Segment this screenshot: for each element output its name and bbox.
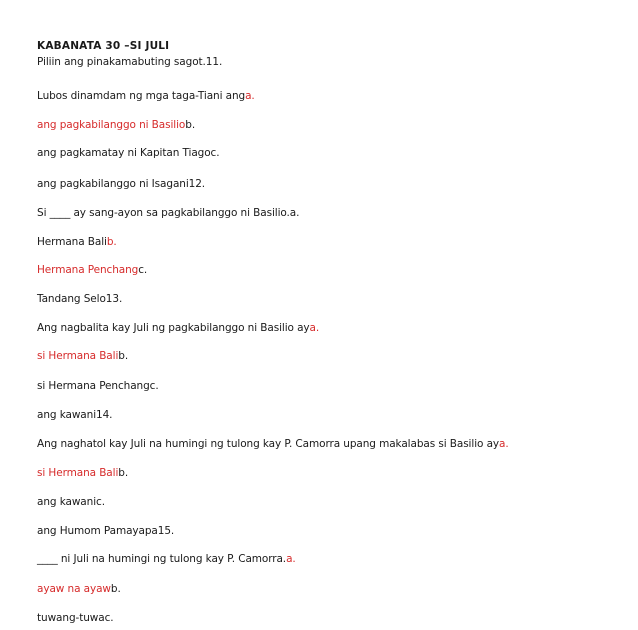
document-line: [37, 380, 630, 393]
line-text: b.: [110, 583, 121, 595]
document-line: [37, 236, 630, 249]
document-line: [37, 438, 630, 451]
line-text: Ang nagbalita kay Juli ng pagkabilanggo ni Basilio ay: [37, 322, 310, 334]
highlighted-answer-text: a.: [286, 553, 296, 565]
document-line: [37, 583, 630, 596]
highlighted-answer-text: a.: [245, 90, 255, 102]
document-line: [37, 409, 630, 422]
line-text: b.: [118, 467, 129, 479]
line-text: b.: [118, 350, 129, 362]
document-line: [37, 496, 630, 509]
document-line: [37, 553, 630, 566]
line-text: ang Humom Pamayapa15.: [37, 525, 175, 537]
line-text: ____ ni Juli na humingi ng tulong kay P. Camorra.: [37, 553, 287, 565]
highlighted-answer-text: Hermana Penchang: [37, 264, 139, 276]
highlighted-answer-text: si Hermana Bali: [37, 350, 119, 362]
document-line: [37, 178, 630, 191]
document-line: [37, 293, 630, 306]
document-line: [37, 264, 630, 277]
line-text: Tandang Selo13.: [37, 293, 123, 305]
document-line: [37, 322, 630, 335]
document-line: [37, 612, 630, 625]
document-line: [37, 119, 630, 132]
line-text: ang pagkabilanggo ni Isagani12.: [37, 178, 206, 190]
highlighted-answer-text: si Hermana Bali: [37, 467, 119, 479]
line-text: si Hermana Penchangc.: [37, 380, 159, 392]
document-line: [37, 207, 630, 220]
line-text: c.: [138, 264, 148, 276]
line-text: ang pagkamatay ni Kapitan Tiagoc.: [37, 147, 220, 159]
line-text: Si ____ ay sang-ayon sa pagkabilanggo ni Basilio.a.: [37, 207, 300, 219]
highlighted-answer-text: a.: [499, 438, 509, 450]
document-line: [37, 56, 630, 69]
document-line: [37, 147, 630, 160]
line-text: b.: [185, 119, 196, 131]
line-text: Lubos dinamdam ng mga taga-Tiani ang: [37, 90, 246, 102]
line-text: Piliin ang pinakamabuting sagot.11.: [37, 56, 223, 68]
line-text: Hermana Bali: [37, 236, 107, 248]
highlighted-answer-text: a.: [309, 322, 320, 334]
highlighted-answer-text: b.: [106, 236, 117, 248]
document-line: [37, 525, 630, 538]
line-text: ang kawanic.: [37, 496, 105, 508]
document-line: [37, 90, 630, 103]
document-line: [37, 350, 630, 363]
line-text: tuwang-tuwac.: [37, 612, 114, 624]
line-text: Ang naghatol kay Juli na humingi ng tulong kay P. Camorra upang makalabas si Basilio ay: [37, 438, 500, 450]
highlighted-answer-text: ayaw na ayaw: [37, 583, 111, 595]
line-text: ang kawani14.: [37, 409, 113, 421]
document-line: [37, 467, 630, 480]
highlighted-answer-text: ang pagkabilanggo ni Basilio: [37, 119, 186, 131]
document-title: KABANATA 30 –SI JULI: [37, 40, 170, 52]
